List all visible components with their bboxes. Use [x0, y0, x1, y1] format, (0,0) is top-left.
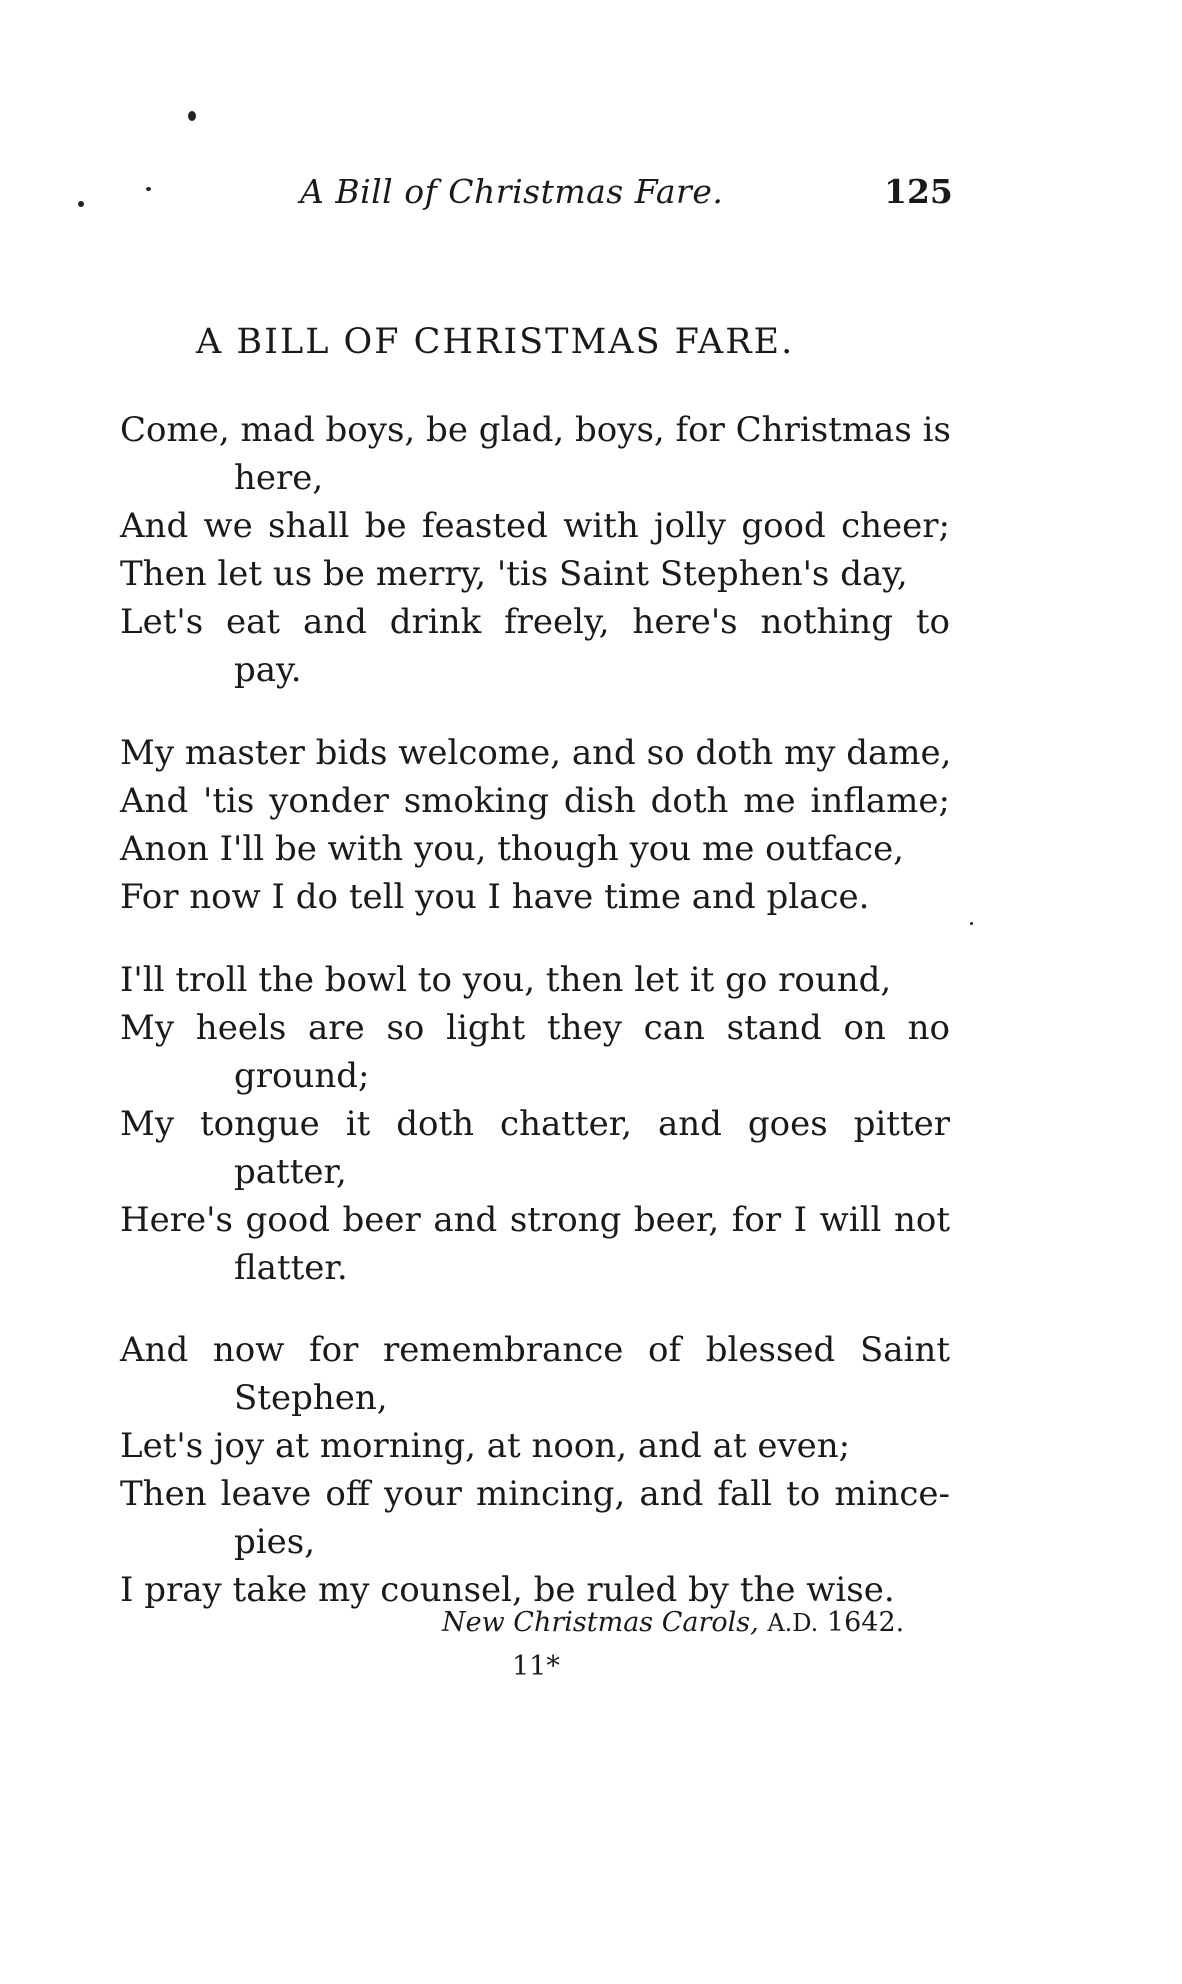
running-head-title: A Bill of Christmas Fare. — [300, 172, 724, 211]
poem-line-continuation: Stephen, — [234, 1378, 388, 1418]
poem-line: My master bids welcome, and so doth my dame, — [120, 733, 952, 773]
poem-line-continuation: pies, — [234, 1522, 316, 1562]
poem-line: And now for remembrance of blessed Saint — [120, 1330, 950, 1370]
attribution-year: 1642. — [826, 1607, 905, 1638]
poem-line: And we shall be feasted with jolly good cheer; — [120, 506, 950, 546]
poem-line-continuation: here, — [234, 458, 324, 498]
poem-line-continuation: flatter. — [234, 1248, 348, 1288]
poem-line: And 'tis yonder smoking dish doth me inflame; — [120, 781, 950, 821]
poem-line: For now I do tell you I have time and place. — [120, 877, 870, 917]
attribution-era: A.D. — [767, 1609, 819, 1637]
poem-line-continuation: pay. — [234, 650, 302, 690]
poem-line-continuation: patter, — [234, 1152, 347, 1192]
poem-line: I pray take my counsel, be ruled by the wise. — [120, 1570, 895, 1610]
attribution-source: New Christmas Carols, — [442, 1607, 759, 1638]
attribution — [442, 1607, 904, 1638]
poem-line-continuation: ground; — [234, 1056, 370, 1096]
poem-line: Then leave off your mincing, and fall to mince- — [120, 1474, 950, 1514]
poem-line: Anon I'll be with you, though you me outface, — [120, 829, 904, 869]
signature-mark: 11* — [512, 1651, 560, 1682]
page-number: 125 — [884, 172, 953, 211]
poem-line: Let's eat and drink freely, here's nothing to — [120, 602, 950, 642]
ink-speck — [146, 187, 151, 191]
poem-line: I'll troll the bowl to you, then let it go round, — [120, 960, 892, 1000]
poem-line: Come, mad boys, be glad, boys, for Christmas is — [120, 410, 951, 450]
poem-line: My tongue it doth chatter, and goes pitter — [120, 1104, 950, 1144]
ink-speck — [78, 201, 84, 207]
poem-line: Here's good beer and strong beer, for I will not — [120, 1200, 950, 1240]
ink-speck — [970, 922, 973, 925]
poem-title: A BILL OF CHRISTMAS FARE. — [196, 322, 795, 362]
ink-speck — [188, 111, 196, 121]
poem-line: My heels are so light they can stand on no — [120, 1008, 950, 1048]
poem-line: Let's joy at morning, at noon, and at even; — [120, 1426, 851, 1466]
poem-line: Then let us be merry, 'tis Saint Stephen's day, — [120, 554, 908, 594]
